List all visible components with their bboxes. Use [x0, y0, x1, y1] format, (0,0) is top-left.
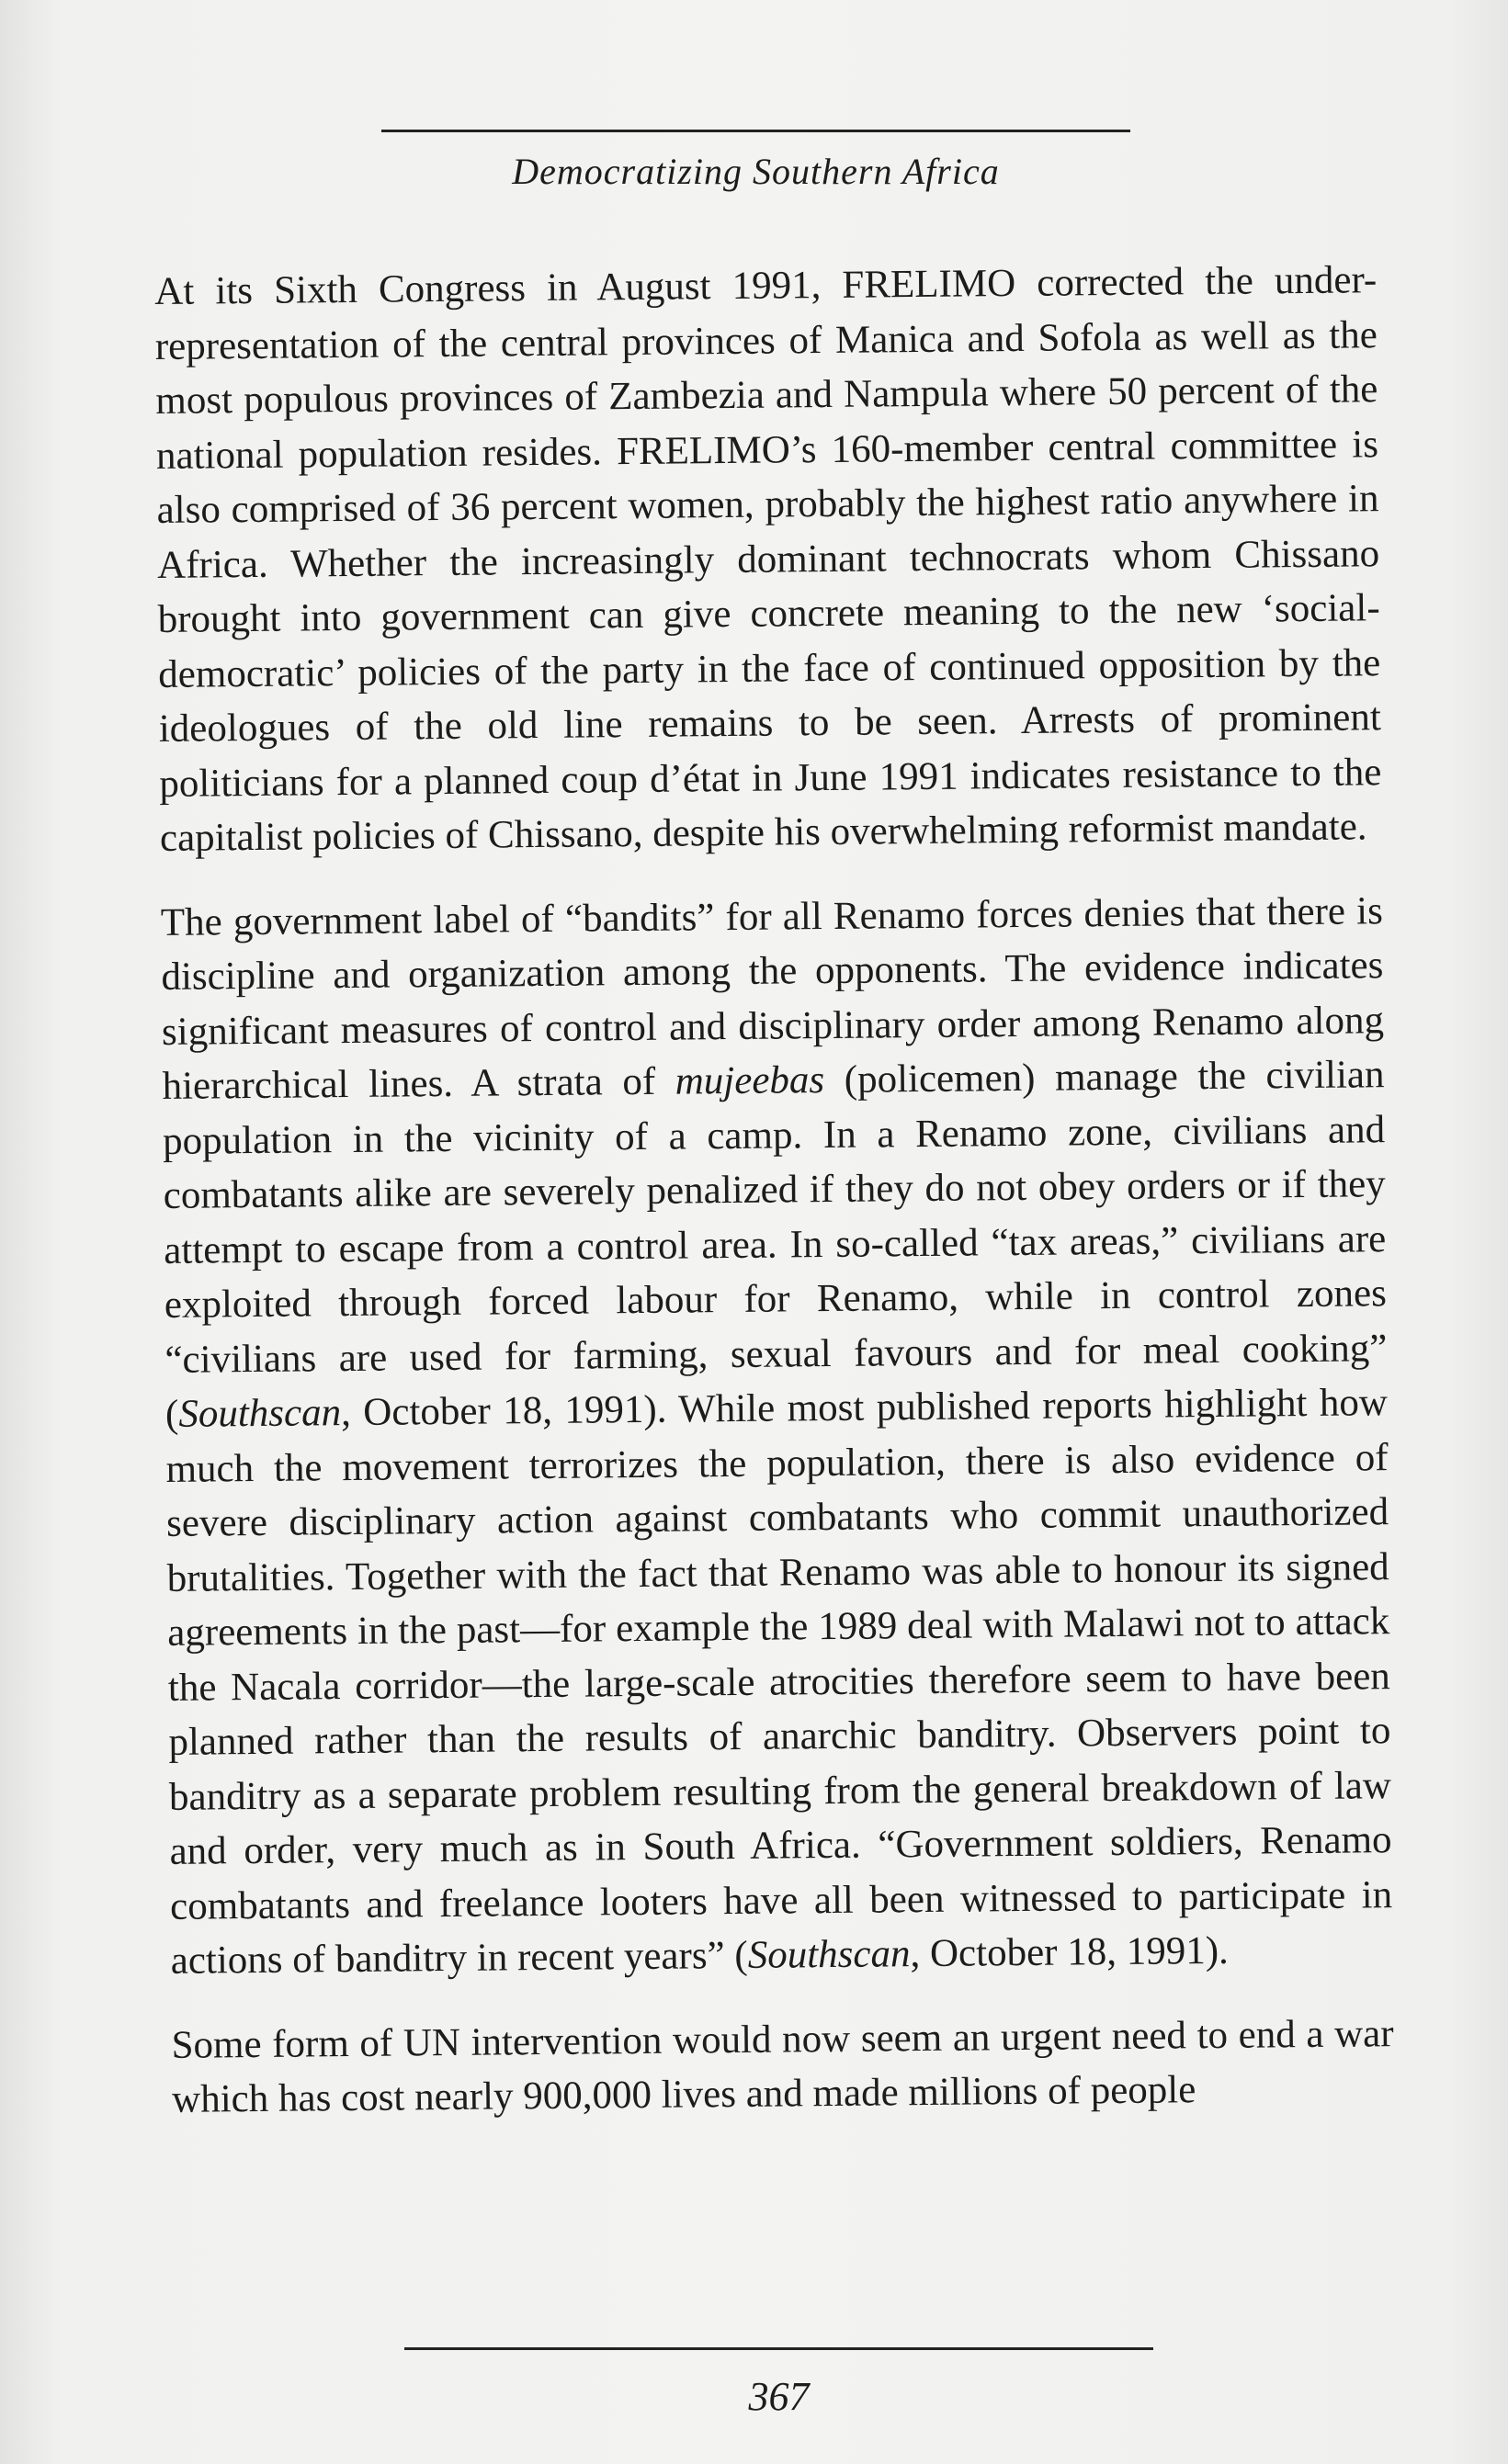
- body-text: [154, 253, 1394, 2127]
- running-head: Democratizing Southern Africa: [512, 151, 1000, 192]
- text-run: At its Sixth Congress in August 1991, FRELIMO corrected the under-representation of the central provinces of Manica and Sofola as well as the most populous provinces of Zambezia and Nampula where 50 percent of the national population resides. FRELIMO’s 160-member central committee is also comprised of 36 percent women, probably the highest ratio anywhere in Africa. Whether the increasingly dominant technocrats whom Chissano brought into government can give concrete meaning to the new ‘social-democratic’ policies of the party in the face of continued opposition by the ideologues of the old line remains to be seen. Arrests of prominent politicians for a planned coup d’état in June 1991 indicates resistance to the capitalist policies of Chissano, despite his overwhelming reformist mandate.: [154, 258, 1382, 860]
- text-run: The government label of “bandits” for all Renamo forces denies that there is discipline and organization among the opponents. The evidence indicates significant measures of control and disciplinary order among Renamo along hierarchical lines. A strata of: [160, 888, 1385, 1108]
- paragraph: [171, 2006, 1394, 2128]
- paragraph: [154, 253, 1382, 865]
- italic-text-run: Southscan: [747, 1932, 911, 1977]
- header-rule: [381, 130, 1130, 132]
- text-run: Some form of UN intervention would now seem an urgent need to end a war which has cost nearly 900,000 lives and made millions of people: [171, 2011, 1394, 2121]
- paragraph: [161, 884, 1393, 1989]
- text-run: , October 18, 1991). While most published reports highlight how much the movement terrorizes the population, there is also evidence of severe disciplinary action against combatants who commit unauthorized brutalities. Together with the fact that Renamo was able to honour its signed agreements in the past—for example the 1989 deal with Malawi not to attack the Nacala corridor—the large-scale atrocities therefore seem to have been planned rather than the results of anarchic banditry. Observers point to banditry as a separate problem resulting from the general breakdown of law and order, very much as in South Africa. “Government soldiers, Renamo combatants and freelance looters have all been witnessed to participate in actions of banditry in recent years” (: [165, 1381, 1393, 1983]
- italic-text-run: Southscan: [178, 1391, 342, 1436]
- text-run: (policemen) manage the civilian population in the vicinity of a camp. In a Renamo zone, civilians and combatants alike are severely penalized if they do not obey orders or if they attempt to escape from a control area. In so-called “tax areas,” civilians are exploited through forced labour for Renamo, while in control zones “civilians are used for farming, sexual favours and for meal cooking” (: [162, 1053, 1388, 1436]
- text-run: , October 18, 1991).: [910, 1928, 1230, 1976]
- italic-text-run: mujeebas: [675, 1058, 825, 1103]
- page-number: 367: [748, 2374, 810, 2419]
- footer-rule: [404, 2347, 1153, 2350]
